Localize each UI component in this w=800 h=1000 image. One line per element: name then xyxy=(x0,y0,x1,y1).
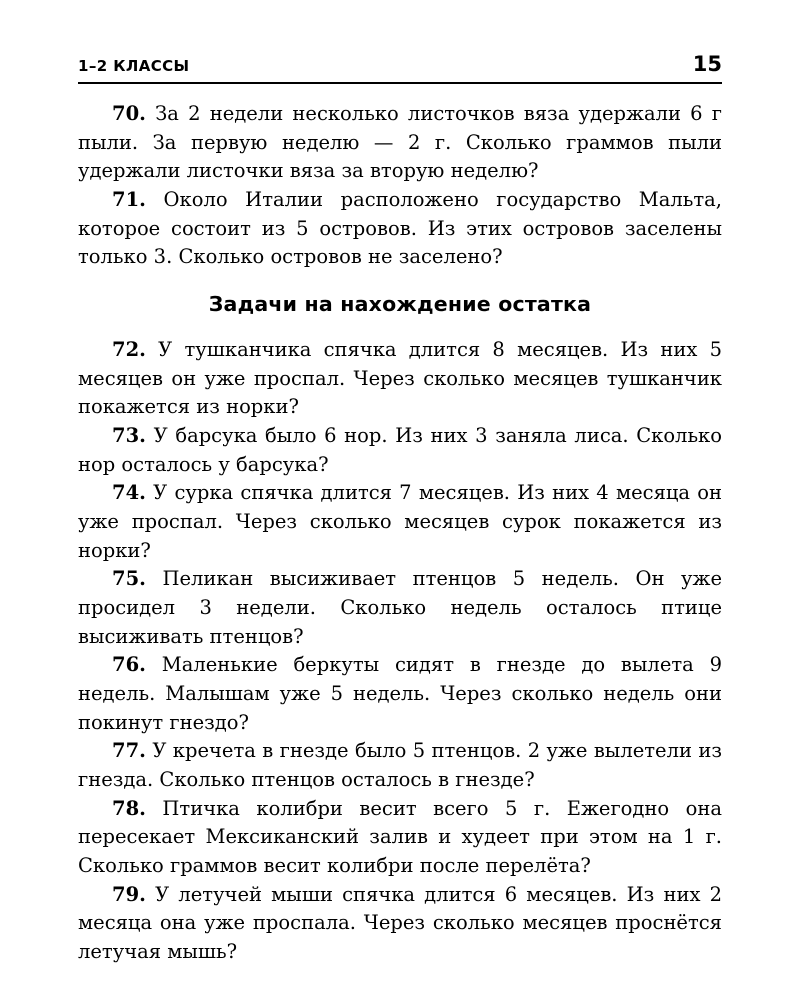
task-number: 70. xyxy=(112,102,146,125)
page-header xyxy=(78,52,722,76)
task-item xyxy=(78,795,722,881)
task-number: 75. xyxy=(112,567,146,591)
header-divider xyxy=(78,82,722,84)
task-text: У сурка спячка длится 7 месяцев. Из них 4 месяца он уже проспал. Через сколько месяцев сурок покажется из норки? xyxy=(78,481,723,562)
task-text: Пеликан высиживает птенцов 5 недель. Он уже просидел 3 недели. Сколько недель осталось птице высиживать птенцов? xyxy=(78,567,722,648)
task-text: Маленькие беркуты сидят в гнезде до вылета 9 недель. Малышам уже 5 недель. Через сколько недель они покинут гнездо? xyxy=(78,653,722,734)
task-text: Около Италии расположено государство Мальта, которое состоит из 5 островов. Из этих островов заселены только 3. Сколько островов не заселено? xyxy=(78,187,722,269)
task-text: У кречета в гнезде было 5 птенцов. 2 уже вылетели из гнезда. Сколько птенцов осталось в гнезде? xyxy=(78,739,722,791)
task-number: 78. xyxy=(112,796,146,820)
task-item xyxy=(78,100,722,186)
page-number: 15 xyxy=(692,52,722,76)
task-item xyxy=(78,186,722,272)
task-number: 73. xyxy=(112,424,146,448)
task-item xyxy=(78,422,722,479)
task-text: Птичка колибри весит всего 5 г. Ежегодно она пересекает Мексиканский залив и худеет при этом на 1 г. Сколько граммов весит колибри после перелёта? xyxy=(78,796,722,877)
task-number: 76. xyxy=(112,653,146,677)
task-item xyxy=(78,565,722,651)
task-number: 71. xyxy=(112,187,146,211)
section-heading: Задачи на нахождение остатка xyxy=(208,291,592,316)
task-number: 74. xyxy=(112,481,146,505)
task-text: У летучей мыши спячка длится 6 месяцев. Из них 2 месяца она уже проспала. Через сколько месяцев проснётся летучая мышь? xyxy=(78,882,722,963)
task-text: За 2 недели несколько листочков вяза удержали 6 г пыли. За первую неделю — 2 г. Сколько граммов пыли удержали листочки вяза за вторую неделю? xyxy=(78,102,722,183)
task-item xyxy=(78,737,722,794)
task-text: У тушканчика спячка длится 8 месяцев. Из них 5 месяцев он уже проспал. Через сколько месяцев тушканчик покажется из норки? xyxy=(78,338,722,419)
task-number: 79. xyxy=(112,882,146,906)
task-item xyxy=(78,479,722,565)
task-number: 72. xyxy=(112,338,146,362)
task-item xyxy=(78,881,722,967)
task-number: 77. xyxy=(112,739,146,763)
task-text: У барсука было 6 нор. Из них 3 заняла лиса. Сколько нор осталось у барсука? xyxy=(78,424,722,476)
task-item xyxy=(78,336,722,422)
task-item xyxy=(78,651,722,737)
running-title: 1–2 КЛАССЫ xyxy=(78,57,190,75)
page-body xyxy=(78,100,722,967)
